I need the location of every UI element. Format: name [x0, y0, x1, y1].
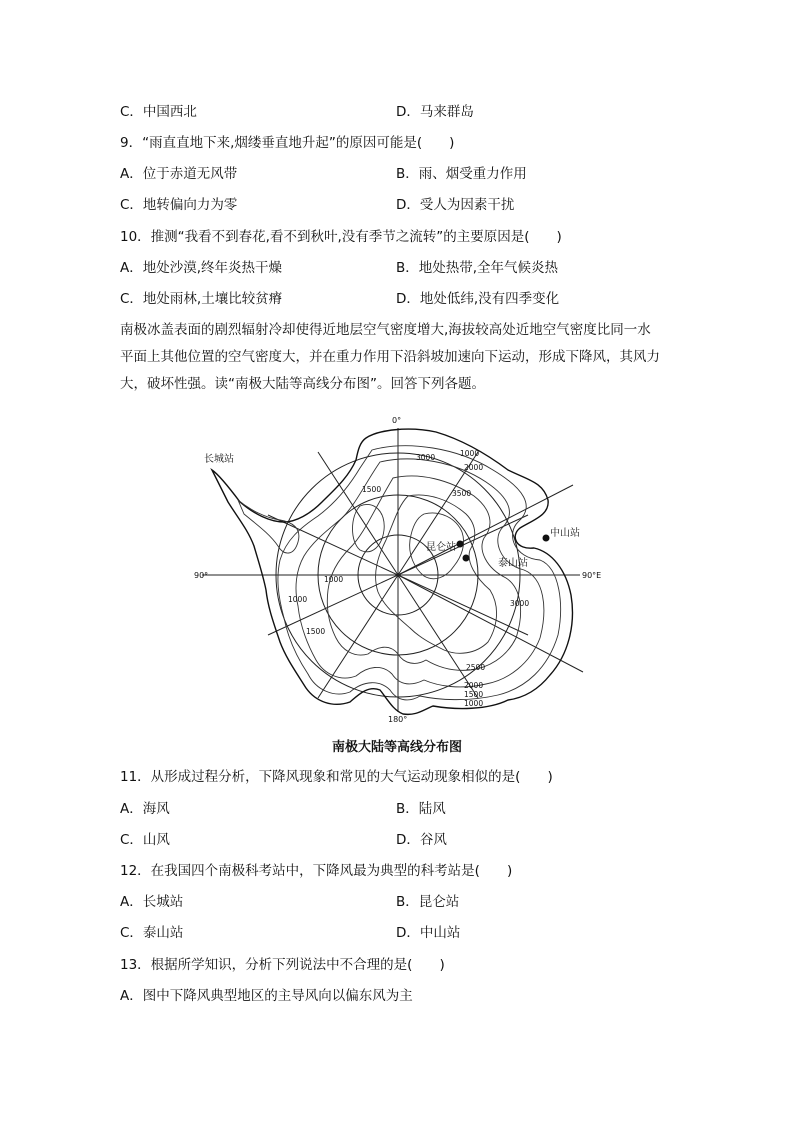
map-caption: 南极大陆等高线分布图 — [331, 740, 462, 755]
station-label-changcheng: 长城站 — [204, 454, 234, 465]
q12-option-c: C．泰山站 — [120, 925, 184, 941]
q9-stem: 9．“雨直直地下来,烟缕垂直地升起”的原因可能是( ) — [120, 135, 455, 151]
contour-label-3000-e: 3000 — [510, 599, 530, 608]
passage-line-2: 平面上其他位置的空气密度大，并在重力作用下沿斜坡加速向下运动，形成下降风，其风力 — [120, 349, 660, 365]
contour-label-1000-s: 1000 — [464, 699, 484, 708]
q9-option-a: A．位于赤道无风带 — [120, 166, 238, 182]
degree-label-left: 90° — [194, 571, 209, 580]
reading-passage — [120, 317, 680, 398]
contour-1000 — [296, 459, 544, 687]
q10-option-d: D．地处低纬,没有四季变化 — [396, 291, 560, 307]
station-label-kunlun: 昆仑站 — [426, 542, 456, 553]
q12-option-b: B．昆仑站 — [396, 894, 460, 910]
contour-label-1000-sw: 1000 — [288, 595, 308, 604]
antarctica-contour-map — [188, 410, 608, 730]
station-marker-zhongshan — [543, 535, 550, 542]
q11-option-a: A．海风 — [120, 801, 170, 817]
contour-label-2000-s: 2000 — [464, 681, 484, 690]
contour-outer — [278, 446, 561, 700]
q13-stem: 13．根据所学知识，分析下列说法中不合理的是( ) — [120, 957, 445, 973]
contour-label-1500-sw: 1500 — [306, 627, 326, 636]
q11-option-c: C．山风 — [120, 832, 170, 848]
passage-line-3: 大，破坏性强。读“南极大陆等高线分布图”。回答下列各题。 — [120, 376, 485, 392]
q9-option-c: C．地转偏向力为零 — [120, 197, 238, 213]
q9-option-b: B．雨、烟受重力作用 — [396, 166, 527, 182]
contour-label-1000-ne: 1000 — [460, 449, 480, 458]
q11-option-b: B．陆风 — [396, 801, 446, 817]
contour-label-1000-w: 1000 — [324, 575, 344, 584]
contour-label-1500-s: 1500 — [464, 690, 484, 699]
q10-option-a: A．地处沙漠,终年炎热干燥 — [120, 260, 283, 276]
q10-option-c: C．地处雨林,土壤比较贫瘠 — [120, 291, 283, 307]
station-marker-taishan — [463, 555, 470, 562]
contour-label-2000-ne: 2000 — [464, 463, 484, 472]
q12-stem: 12．在我国四个南极科考站中，下降风最为典型的科考站是( ) — [120, 863, 513, 879]
degree-label-right: 90°E — [582, 571, 602, 580]
passage-line-1: 南极冰盖表面的剧烈辐射冷却使得近地层空气密度增大,海拔较高处近地空气密度比同一水 — [120, 322, 651, 338]
q12-option-a: A．长城站 — [120, 894, 184, 910]
meridian-diag-6 — [398, 575, 583, 672]
q8-option-c: C．中国西北 — [120, 104, 197, 120]
q11-option-d: D．谷风 — [396, 832, 447, 848]
station-label-zhongshan: 中山站 — [550, 528, 580, 539]
station-label-taishan: 泰山站 — [498, 558, 528, 569]
contour-label-1500-n: 1500 — [362, 485, 382, 494]
degree-label-bottom: 180° — [388, 715, 408, 724]
q10-option-b: B．地处热带,全年气候炎热 — [396, 260, 559, 276]
continent-outline — [212, 429, 572, 714]
map-svg — [188, 410, 608, 730]
station-marker-kunlun — [457, 541, 464, 548]
q10-stem: 10．推测“我看不到春花,看不到秋叶,没有季节之流转”的主要原因是( ) — [120, 229, 562, 245]
contour-label-3500: 3500 — [452, 489, 472, 498]
q8-option-d: D．马来群岛 — [396, 104, 474, 120]
q12-option-d: D．中山站 — [396, 925, 461, 941]
contour-2000 — [327, 476, 520, 670]
q9-option-d: D．受人为因素干扰 — [396, 197, 515, 213]
q13-option-a: A．图中下降风典型地区的主导风向以偏东风为主 — [120, 988, 413, 1004]
degree-label-top: 0° — [392, 416, 402, 425]
contour-label-3000: 3000 — [416, 453, 436, 462]
meridian-diag-5 — [398, 485, 573, 575]
q11-stem: 11．从形成过程分析，下降风现象和常见的大气运动现象相似的是( ) — [120, 769, 553, 785]
contour-label-2500: 2500 — [466, 663, 486, 672]
